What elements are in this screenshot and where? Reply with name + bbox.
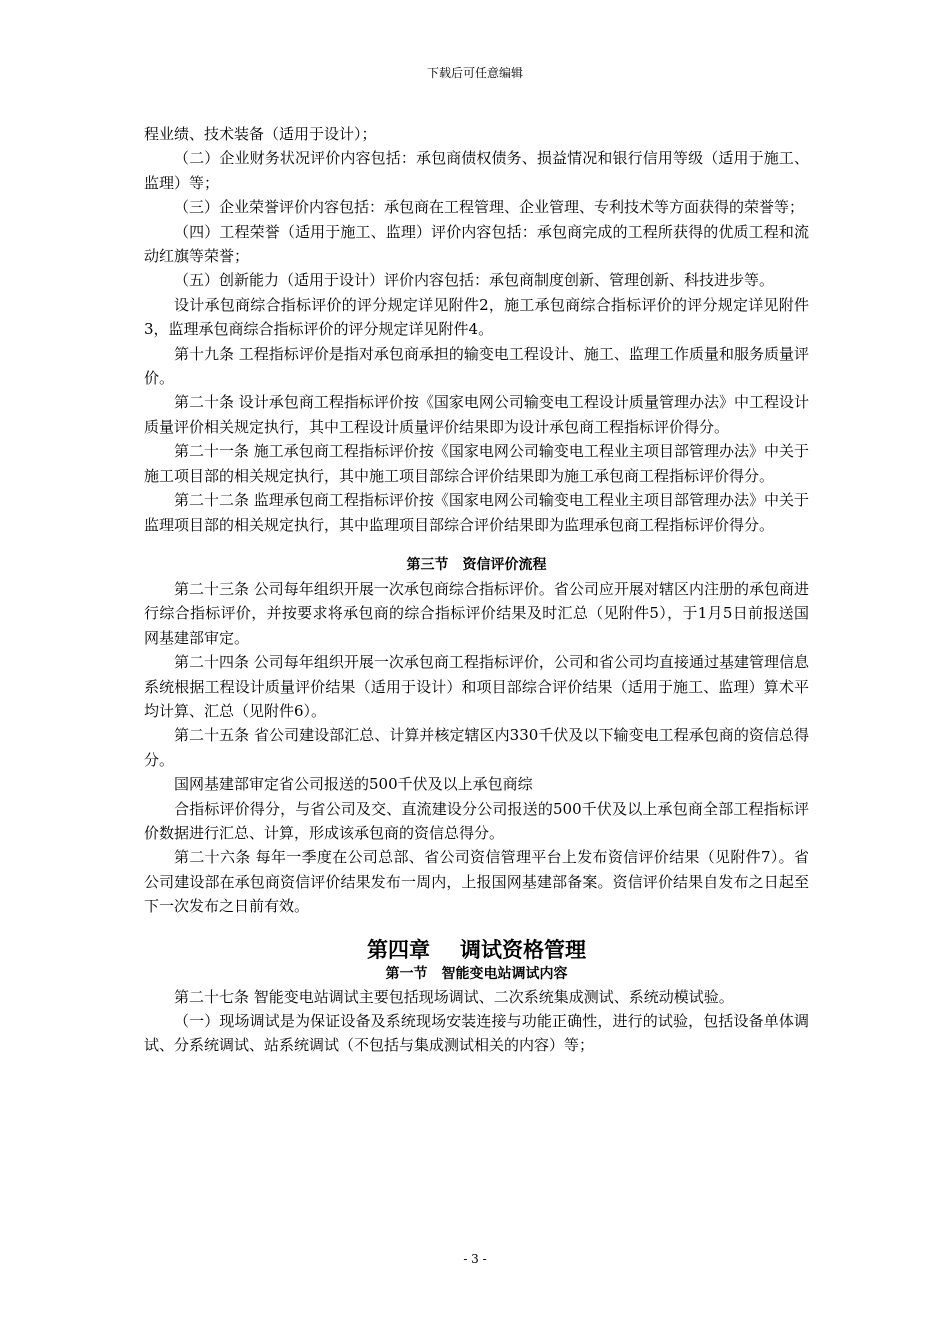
paragraph: （一）现场调试是为保证设备及系统现场安装连接与功能正确性，进行的试验，包括设备单体调试、分系统调试、站系统调试（不包括与集成测试相关的内容）等；	[144, 1012, 809, 1055]
paragraph: （四）工程荣誉（适用于施工、监理）评价内容包括：承包商完成的工程所获得的优质工程和流动红旗等荣誉；	[144, 222, 809, 266]
section-heading	[144, 553, 809, 577]
section-heading	[144, 963, 809, 985]
paragraph: 第二十三条 公司每年组织开展一次承包商综合指标评价。省公司应开展对辖区内注册的承包商进行综合指标评价，并按要求将承包商的综合指标评价结果及时汇总（见附件5），于1月5日前报送国网基建部审定。	[144, 579, 809, 647]
paragraph: 第二十四条 公司每年组织开展一次承包商工程指标评价，公司和省公司均直接通过基建管理信息系统根据工程设计质量评价结果（适用于设计）和项目部综合评价结果（适用于施工、监理）算术平均计算、汇总（见附件6）。	[144, 653, 809, 720]
paragraph: 第二十条 设计承包商工程指标评价按《国家电网公司输变电工程设计质量管理办法》中工程设计质量评价相关规定执行，其中工程设计质量评价结果即为设计承包商工程指标评价得分。	[144, 393, 809, 436]
section-title: 智能变电站调试内容	[441, 965, 568, 982]
section-title: 资信评价流程	[462, 556, 547, 573]
document-body	[144, 122, 809, 1058]
paragraph: 第十九条 工程指标评价是指对承包商承担的输变电工程设计、施工、监理工作质量和服务质量评价。	[144, 344, 809, 388]
section-number: 第一节	[385, 965, 428, 982]
paragraph: 合指标评价得分，与省公司及交、直流建设分公司报送的500千伏及以上承包商全部工程指标评价数据进行汇总、计算，形成该承包商的资信总得分。	[144, 799, 809, 842]
paragraph: 第二十七条 智能变电站调试主要包括现场调试、二次系统集成测试、系统动模试验。	[174, 987, 734, 1006]
paragraph: 程业绩、技术装备（适用于设计）；	[144, 125, 377, 143]
page-number: - 3 -	[463, 1252, 487, 1266]
paragraph: （三）企业荣誉评价内容包括：承包商在工程管理、企业管理、专利技术等方面获得的荣誉等；	[174, 198, 805, 217]
section-number: 第三节	[406, 556, 449, 573]
page-header: 下载后可任意编辑	[426, 66, 523, 80]
paragraph: 国网基建部审定省公司报送的500千伏及以上承包商综	[174, 775, 533, 794]
paragraph: 第二十二条 监理承包商工程指标评价按《国家电网公司输变电工程业主项目部管理办法》中关于监理项目部的相关规定执行，其中监理项目部综合评价结果即为监理承包商工程指标评价得分。	[144, 491, 809, 534]
paragraph: 设计承包商综合指标评价的评分规定详见附件2，施工承包商综合指标评价的评分规定详见附件3，监理承包商综合指标评价的评分规定详见附件4。	[144, 295, 809, 339]
chapter-number: 第四章	[367, 937, 430, 962]
paragraph: （五）创新能力（适用于设计）评价内容包括：承包商制度创新、管理创新、科技进步等。	[174, 271, 775, 290]
paragraph: 第二十一条 施工承包商工程指标评价按《国家电网公司输变电工程业主项目部管理办法》中关于施工项目部的相关规定执行，其中施工项目部综合评价结果即为施工承包商工程指标评价得分。	[144, 442, 809, 485]
chapter-title: 调试资格管理	[460, 937, 586, 962]
paragraph: （二）企业财务状况评价内容包括：承包商债权债务、损益情况和银行信用等级（适用于施工、监理）等；	[144, 149, 809, 192]
paragraph: 第二十五条 省公司建设部汇总、计算并核定辖区内330千伏及以下输变电工程承包商的资信总得分。	[144, 726, 809, 769]
paragraph: 第二十六条 每年一季度在公司总部、省公司资信管理平台上发布资信评价结果（见附件7）。省公司建设部在承包商资信评价结果发布一周内，上报国网基建部备案。资信评价结果自发布之日起至下一次发布之日前有效。	[144, 848, 809, 916]
chapter-heading	[144, 937, 809, 963]
